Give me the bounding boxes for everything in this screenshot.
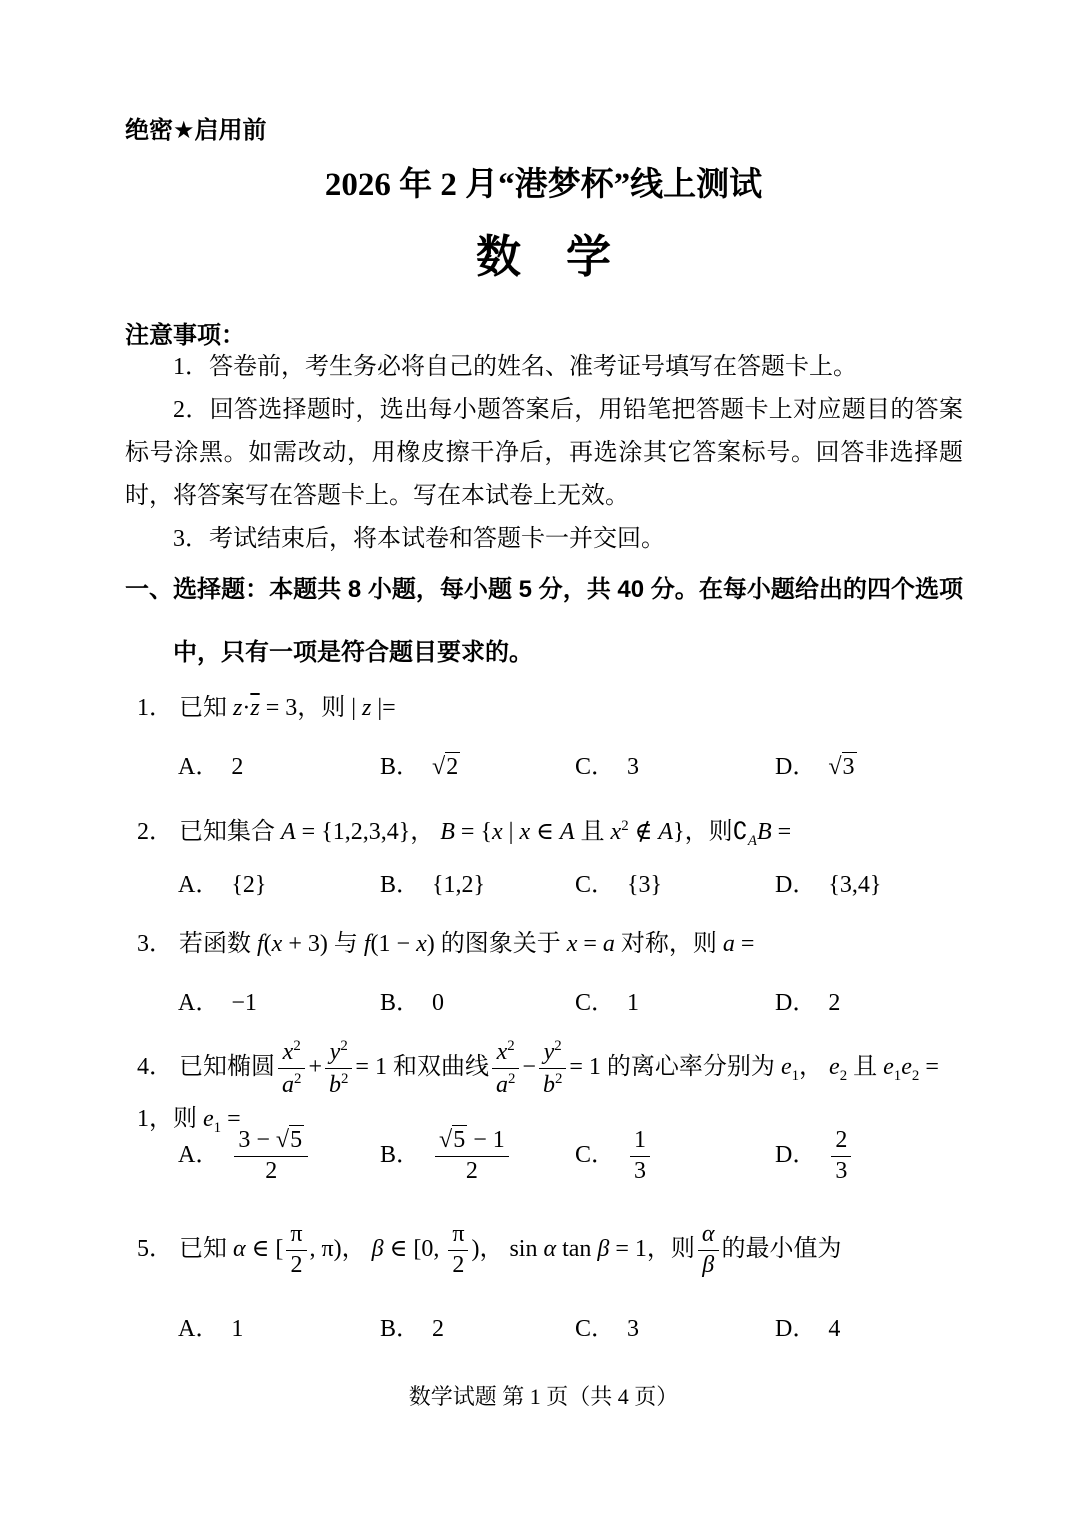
option-label: C． bbox=[575, 872, 616, 899]
question-5-number: 5． bbox=[137, 1235, 173, 1262]
notice-item-2: 2．回答选择题时，选出每小题答案后，用铅笔把答题卡上对应题目的答案标号涂黑。如需改动，用橡皮擦干净后，再选涂其它答案标号。回答非选择题时，将答案写在答题卡上。写在本试卷上无效。 bbox=[125, 397, 963, 509]
option-label: D． bbox=[775, 754, 817, 781]
question-4-stem: 已知椭圆 $\frac{x^2}{a^2}$ + $\frac{y^2}{b^2}$ = 1 和双曲线 $\frac{x^2}{a^2}$ − $\frac{y^2}{b^2}$ = 1 的离心率分别为 $e_1$， $e_2$ 且 $e_1e_2 = 1$，则 $e_1$ = bbox=[137, 1038, 939, 1136]
question-2-options bbox=[125, 864, 963, 905]
option-label: B． bbox=[380, 1141, 421, 1168]
question-4-option-b bbox=[380, 1128, 575, 1185]
option-label: C． bbox=[575, 990, 616, 1017]
option-value: 1 bbox=[627, 990, 640, 1017]
option-label: D． bbox=[775, 990, 817, 1017]
question-3-stem: 若函数 f(x + 3) 与 f(1 − x) 的图象关于 x = a 对称，则 a = bbox=[179, 931, 755, 957]
option-value: $\frac{√5 - 1}{2}$ bbox=[432, 1142, 512, 1168]
option-value: 2 bbox=[828, 990, 841, 1017]
question-2-option-d bbox=[775, 865, 881, 905]
option-label: A． bbox=[178, 990, 220, 1017]
question-3-number: 3． bbox=[137, 931, 173, 957]
question-3 bbox=[125, 924, 963, 964]
option-label: A． bbox=[178, 1141, 220, 1168]
option-value: $\frac{1}{3}$ bbox=[627, 1142, 653, 1168]
question-4-option-c bbox=[575, 1128, 775, 1185]
question-2-number: 2． bbox=[137, 819, 173, 845]
option-label: B． bbox=[380, 872, 421, 899]
question-2-stem: 已知集合 A = {1,2,3,4}， B = {x | x ∈ A 且 $x^2$ ∉ A}，则$∁_AB$ = bbox=[179, 818, 792, 849]
option-label: B． bbox=[380, 754, 421, 781]
section-1-heading: 一、选择题：本题共 8 小题，每小题 5 分，共 40 分。在每小题给出的四个选项中，只有一项是符合题目要求的。 bbox=[125, 576, 963, 666]
option-value: {3,4} bbox=[828, 872, 882, 899]
option-value: √2 bbox=[432, 754, 459, 781]
question-5-option-a bbox=[178, 1309, 380, 1349]
option-label: A． bbox=[178, 1316, 220, 1343]
option-label: A． bbox=[178, 872, 220, 899]
question-2-option-a bbox=[178, 865, 380, 905]
subject-title: 数 学 bbox=[475, 232, 611, 282]
option-value: 2 bbox=[432, 1316, 445, 1343]
question-3-option-c bbox=[575, 983, 775, 1023]
question-1-number: 1． bbox=[137, 695, 173, 721]
question-1 bbox=[125, 688, 963, 728]
question-4-option-d bbox=[775, 1128, 854, 1185]
option-value: {1,2} bbox=[432, 872, 486, 899]
option-label: C． bbox=[575, 754, 616, 781]
option-value: {3} bbox=[627, 872, 663, 899]
notice-heading: 注意事项： bbox=[125, 322, 245, 349]
question-1-option-b bbox=[380, 747, 575, 787]
option-label: C． bbox=[575, 1316, 616, 1343]
question-3-options bbox=[125, 982, 963, 1023]
question-4-number: 4． bbox=[137, 1053, 173, 1080]
question-2-option-c bbox=[575, 865, 775, 905]
classification-label: 绝密★启用前 bbox=[125, 117, 267, 144]
notice-item-3: 3．考试结束后，将本试卷和答题卡一并交回。 bbox=[173, 526, 665, 552]
question-1-option-d bbox=[775, 747, 857, 787]
option-value: 3 bbox=[627, 1316, 640, 1343]
option-label: D． bbox=[775, 1141, 817, 1168]
question-2-option-b bbox=[380, 865, 575, 905]
option-value: √3 bbox=[828, 754, 855, 781]
notice-list bbox=[125, 346, 963, 561]
question-2 bbox=[125, 806, 963, 861]
option-value: 4 bbox=[828, 1316, 841, 1343]
question-4-options bbox=[125, 1128, 963, 1185]
question-4-option-a bbox=[178, 1128, 380, 1185]
option-value: 2 bbox=[231, 754, 244, 781]
option-label: D． bbox=[775, 872, 817, 899]
question-1-stem: 已知 $z\cdot\overline{z} = 3$，则 | z |= bbox=[179, 695, 396, 721]
option-label: B． bbox=[380, 1316, 421, 1343]
option-label: C． bbox=[575, 1141, 616, 1168]
paper-title: 2026 年 2 月“港梦杯”线上测试 bbox=[324, 167, 763, 203]
option-value: 1 bbox=[231, 1316, 244, 1343]
question-5-option-b bbox=[380, 1309, 575, 1349]
option-value: 0 bbox=[432, 990, 445, 1017]
question-5-option-d bbox=[775, 1309, 840, 1349]
option-label: B． bbox=[380, 990, 421, 1017]
option-label: D． bbox=[775, 1316, 817, 1343]
question-1-options bbox=[125, 746, 963, 787]
option-value: {2} bbox=[231, 872, 267, 899]
option-value: −1 bbox=[231, 990, 257, 1017]
option-label: A． bbox=[178, 754, 220, 781]
notice-item-1: 1．答卷前，考生务必将自己的姓名、准考证号填写在答题卡上。 bbox=[173, 354, 857, 380]
option-value: $\frac{3 - √5}{2}$ bbox=[231, 1142, 311, 1168]
page-footer: 数学试题 第 1 页（共 4 页） bbox=[408, 1384, 679, 1409]
question-1-option-c bbox=[575, 747, 775, 787]
question-3-option-a bbox=[178, 983, 380, 1023]
option-value: $\frac{2}{3}$ bbox=[828, 1142, 854, 1168]
question-5-option-c bbox=[575, 1309, 775, 1349]
question-1-option-a bbox=[178, 747, 380, 787]
question-3-option-b bbox=[380, 983, 575, 1023]
question-3-option-d bbox=[775, 983, 840, 1023]
option-value: 3 bbox=[627, 754, 640, 781]
question-5-stem: 已知 α ∈ [ $\frac{\pi}{2}$ , π)， β ∈ [0, $\frac{\pi}{2}$ )， sin α tan β = 1，则 $\frac{\alpha}{\beta}$ 的最小值为 bbox=[179, 1221, 842, 1278]
question-5-options bbox=[125, 1308, 963, 1349]
question-5 bbox=[125, 1222, 963, 1279]
